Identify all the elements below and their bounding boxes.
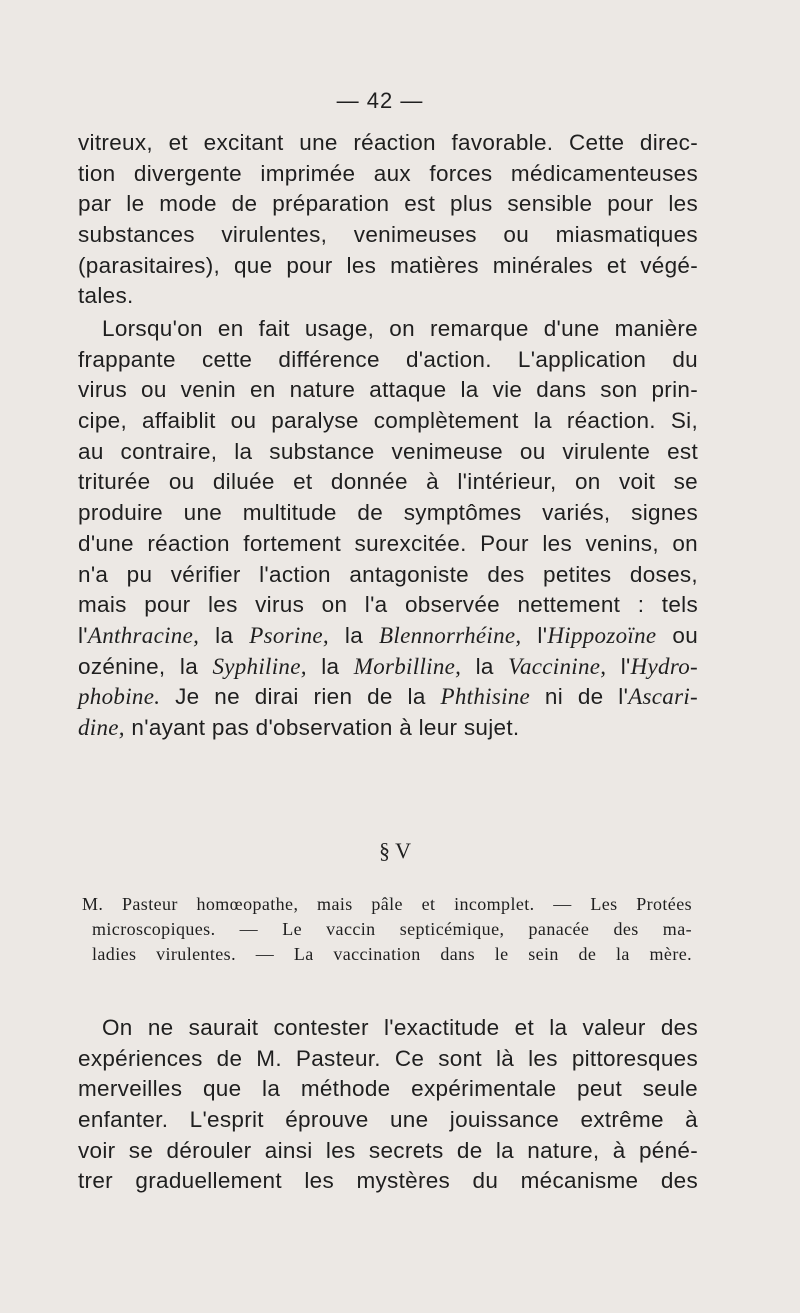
text-line: expériences de M. Pasteur. Ce sont là les pittoresques	[78, 1045, 698, 1071]
italic-term: Blennorrhéine,	[379, 622, 522, 648]
italic-term: Psorine,	[249, 622, 329, 648]
italic-term: Hydro-	[630, 653, 699, 679]
paragraph-3	[78, 1013, 698, 1197]
text-line: trer graduellement les mystères du mécanisme des	[78, 1168, 698, 1194]
summary-line: ladies virulentes. — La vaccination dans le sein de la mère.	[92, 944, 692, 964]
text-line: frappante cette différence d'action. L'application du	[78, 346, 698, 372]
text-line: au contraire, la substance venimeuse ou virulente est	[78, 438, 698, 464]
summary-line: microscopiques. — Le vaccin septicémique, panacée des ma-	[92, 919, 692, 939]
italic-term: dine,	[78, 714, 125, 740]
text-line: On ne saurait contester l'exactitude et la valeur des	[102, 1015, 698, 1040]
text-line: ozénine, la Syphiline, la Morbilline, la Vaccinine, l'Hydro-	[78, 653, 699, 679]
text-line: dine, n'ayant pas d'observation à leur sujet.	[78, 714, 520, 740]
text-line: (parasitaires), que pour les matières minérales et végé-	[78, 252, 698, 278]
summary-line: M. Pasteur homœopathe, mais pâle et incomplet. — Les Protées	[82, 894, 692, 914]
text-line: tales.	[78, 283, 134, 309]
text-line: par le mode de préparation est plus sensible pour les	[78, 191, 698, 217]
text-line: enfanter. L'esprit éprouve une jouissance extrême à	[78, 1107, 698, 1133]
text-line: triturée ou diluée et donnée à l'intérieur, on voit se	[78, 469, 698, 495]
text-line: mais pour les virus on l'a observée nettement : tels	[78, 592, 698, 618]
text-line: substances virulentes, venimeuses ou miasmatiques	[78, 222, 698, 248]
italic-term: Anthracine,	[87, 622, 200, 648]
text-line: produire une multitude de symptômes variés, signes	[78, 500, 698, 526]
section-heading: § V	[379, 838, 411, 863]
page-number: — 42 —	[336, 88, 424, 113]
italic-term: Syphiline,	[212, 653, 307, 679]
text-line: Lorsqu'on en fait usage, on remarque d'une manière	[102, 316, 698, 341]
text-line: virus ou venin en nature attaque la vie dans son prin-	[78, 377, 698, 403]
italic-term: phobine.	[78, 684, 161, 710]
paragraph-1	[78, 128, 698, 312]
italic-term: Phthisine	[440, 684, 531, 710]
text-line: cipe, affaiblit ou paralyse complètement la réaction. Si,	[78, 408, 698, 434]
italic-term: Morbilline,	[353, 653, 462, 679]
text-line: l'Anthracine, la Psorine, la Blennorrhéine, l'Hippozoïne ou	[78, 622, 699, 648]
text-line: vitreux, et excitant une réaction favorable. Cette direc-	[78, 130, 698, 155]
text-line: n'a pu vérifier l'action antagoniste des petites doses,	[78, 561, 698, 587]
italic-term: Ascari-	[628, 684, 698, 710]
italic-term: Hippozoïne	[547, 622, 657, 648]
text-line: d'une réaction fortement surexcitée. Pour les venins, on	[78, 530, 698, 556]
italic-term: Vaccinine,	[508, 653, 607, 679]
section-summary	[82, 892, 692, 967]
text-line: tion divergente imprimée aux forces médicamenteuses	[78, 160, 698, 186]
text-line: merveilles que la méthode expérimentale peut seule	[78, 1076, 698, 1102]
text-line: voir se dérouler ainsi les secrets de la nature, à péné-	[78, 1137, 698, 1163]
paragraph-2	[78, 314, 698, 744]
text-line: phobine. Je ne dirai rien de la Phthisine ni de l'Ascari-	[78, 684, 698, 710]
